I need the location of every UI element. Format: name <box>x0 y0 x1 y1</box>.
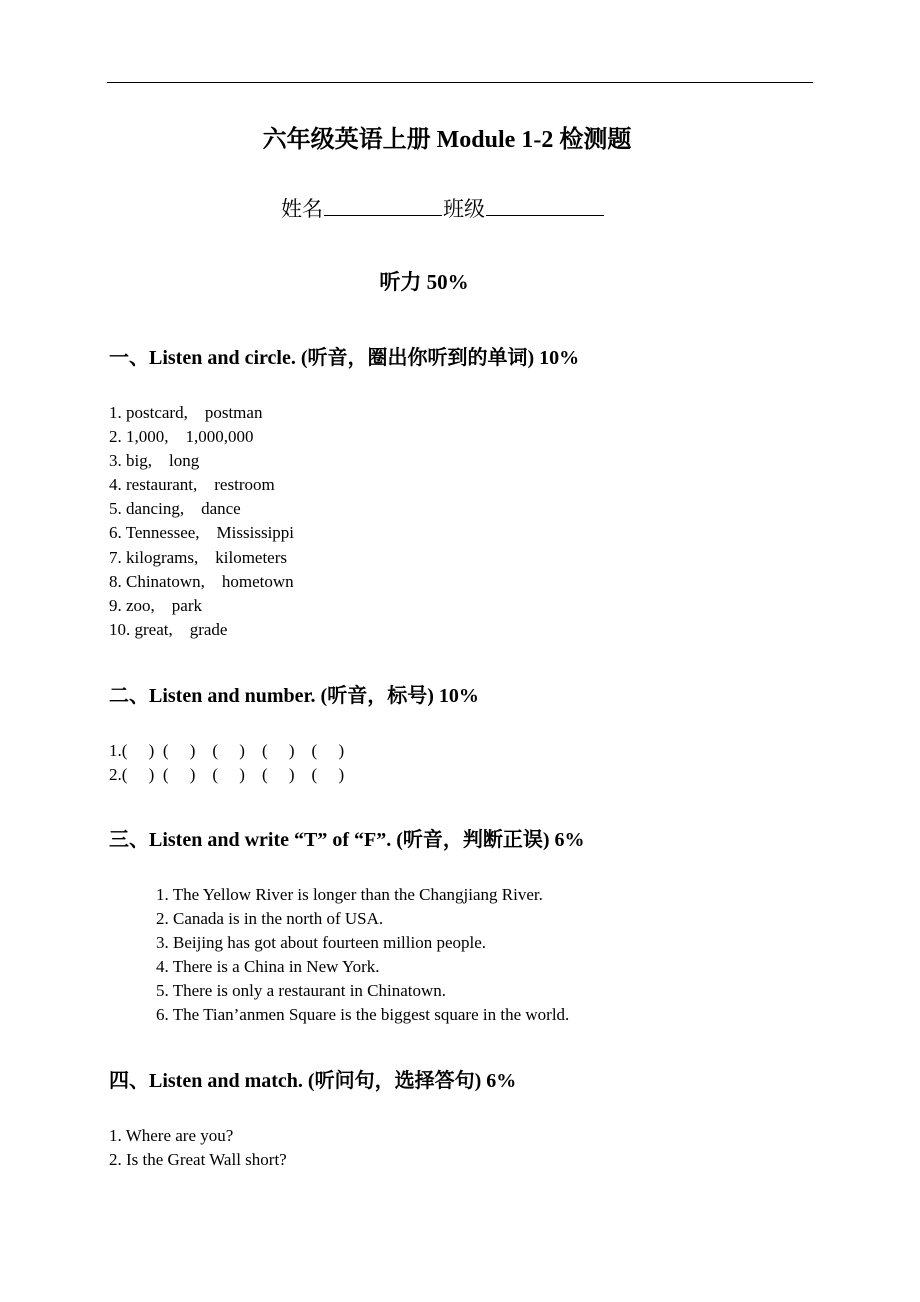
part-title: 听力 50% <box>379 270 469 294</box>
section-3-list <box>156 883 569 1028</box>
student-info-row <box>0 193 886 223</box>
list-item: 4. restaurant, restroom <box>109 475 275 495</box>
list-item: 2. Is the Great Wall short? <box>109 1150 287 1170</box>
list-item: 1. Where are you? <box>109 1126 234 1145</box>
page-title: 六年级英语上册 Module 1-2 检测题 <box>262 127 632 153</box>
list-item: 5. There is only a restaurant in Chinatown. <box>156 981 447 1001</box>
list-item: 8. Chinatown, hometown <box>109 571 294 591</box>
section-2-list <box>109 739 344 787</box>
section-1-heading: 一、Listen and circle. (听音，圈出你听到的单词) 10% <box>109 347 580 369</box>
list-item: 3. big, long <box>109 451 200 471</box>
class-label: 班级 <box>443 197 485 221</box>
class-blank[interactable] <box>486 193 604 216</box>
list-item: 4. There is a China in New York. <box>156 957 380 977</box>
section-2-heading: 二、Listen and number. (听音，标号) 10% <box>109 685 479 707</box>
list-item: 2. Canada is in the north of USA. <box>156 909 384 929</box>
section-4-list <box>109 1124 287 1172</box>
list-item: 5. dancing, dance <box>109 499 241 519</box>
section-3-heading: 三、Listen and write “T” of “F”. (听音，判断正误) 6% <box>109 829 585 851</box>
name-blank[interactable] <box>324 193 442 216</box>
list-item: 3. Beijing has got about fourteen million people. <box>156 933 487 953</box>
list-item: 10. great, grade <box>109 619 228 639</box>
name-label: 姓名 <box>281 197 323 221</box>
list-item: 9. zoo, park <box>109 595 203 615</box>
section-1-list <box>109 401 294 642</box>
section-4-heading: 四、Listen and match. (听问句，选择答句) 6% <box>109 1070 517 1092</box>
list-item: 7. kilograms, kilometers <box>109 547 288 567</box>
header-rule <box>107 82 813 83</box>
answer-paren-row[interactable]: 1.( ) ( ) ( ) ( ) ( ) <box>109 741 345 760</box>
list-item: 1. The Yellow River is longer than the Changjiang River. <box>156 885 543 904</box>
answer-paren-row[interactable]: 2.( ) ( ) ( ) ( ) ( ) <box>109 765 345 785</box>
list-item: 1. postcard, postman <box>109 403 263 422</box>
list-item: 2. 1,000, 1,000,000 <box>109 427 254 447</box>
list-item: 6. Tennessee, Mississippi <box>109 523 295 543</box>
list-item: 6. The Tian’anmen Square is the biggest square in the world. <box>156 1005 570 1025</box>
